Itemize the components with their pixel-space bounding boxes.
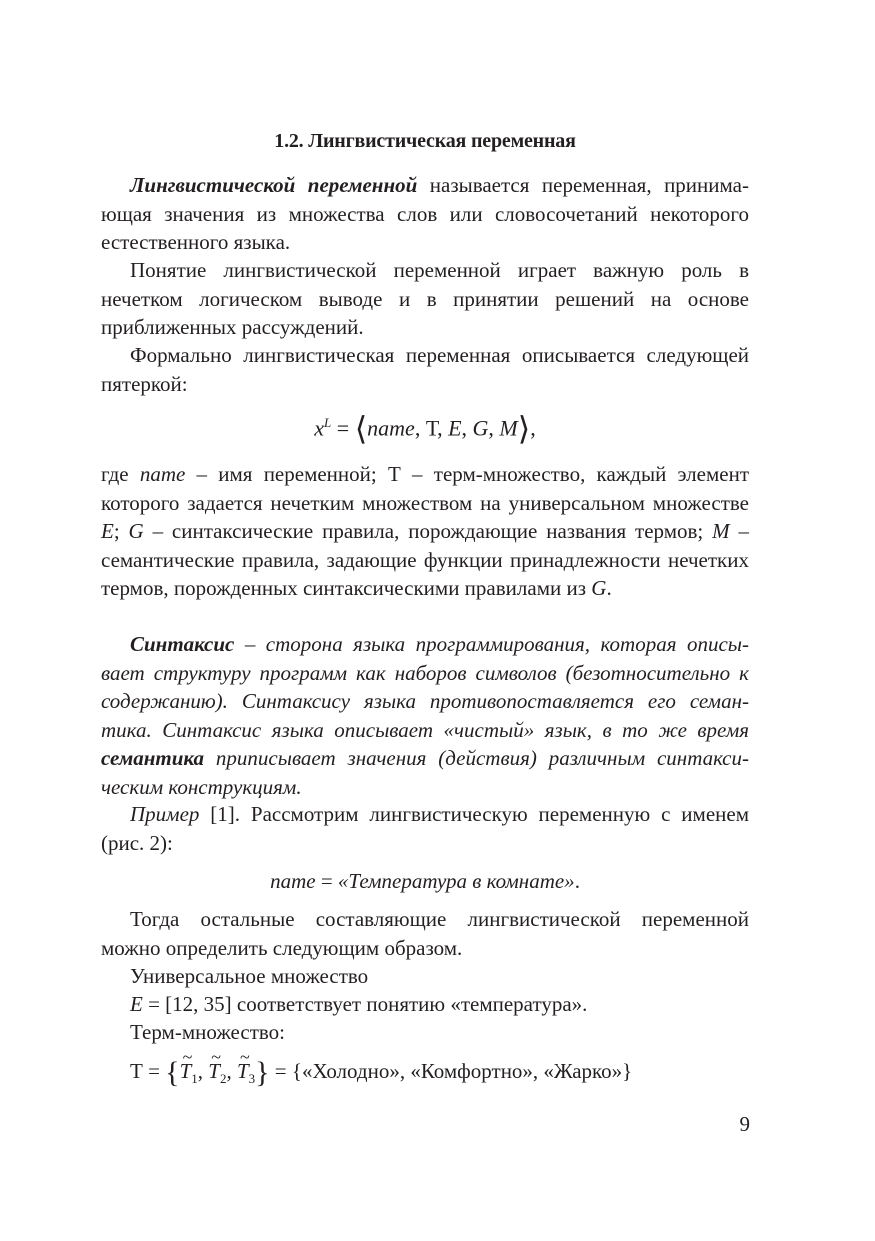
paragraph-formal bbox=[101, 341, 749, 398]
formal-text: Формально лингвистическая переменная описывается следующей пятеркой: bbox=[101, 343, 749, 396]
paragraph-universal-range: E = [12, 35] соответствует понятию «температура». bbox=[130, 992, 588, 1016]
term-syntax: Синтаксис bbox=[130, 632, 235, 656]
section-heading: 1.2. Лингвистическая переменная bbox=[274, 130, 576, 152]
formula-name: name = «Температура в комнате». bbox=[270, 869, 580, 893]
term-semantics: семантика bbox=[101, 746, 205, 770]
paragraph-definition bbox=[101, 171, 749, 257]
paragraph-term-set: Терм-множество: bbox=[130, 1020, 285, 1044]
paragraph-importance bbox=[101, 256, 749, 342]
importance-text: Понятие лингвистической переменной играет важную роль в нечетком логическом выводе и в принятии решений на основе приближенных рассуждений. bbox=[101, 258, 749, 339]
paragraph-then: Тогда остальные составляющие лингвистической переменной можно определить следующим образом. bbox=[101, 907, 749, 960]
definition-text: называется переменная, принимающая значения из множества слов или словосочетаний некоторого естественного языка. bbox=[101, 173, 749, 254]
paragraph-universal-set: Универсальное множество bbox=[130, 964, 369, 988]
paragraph-syntax: Синтаксис – сторона языка программирования, которая описывает структуру программ как наборов символов (безотносительно к содержанию). Синтаксису языка противопоставляется его семантика. Синтаксис языка описывает «чистый» язык, в то же время семантика приписывает значения (действия) различным синтаксическим конструкциям. bbox=[101, 632, 749, 799]
formula-term-set: Т = {~ $T_1$, ~ $T_2$, ~ $T_3$} = {«Холодно», «Комфортно», «Жарко»} bbox=[101, 1056, 749, 1094]
formula-quintuple: $x^L$ = ⟨name, Т, E, G, M⟩, bbox=[314, 410, 536, 447]
page-number: 9 bbox=[739, 1112, 750, 1136]
paragraph-components: где name – имя переменной; Т – терм-множество, каждый элемент которого задается нечетким множеством на универсальном множестве E; G – синтаксические правила, порождающие названия термов; M – семантические правила, задающие функции принадлежности нечетких термов, порожденных синтаксическими правилами из G. bbox=[101, 462, 750, 600]
example-label: Пример bbox=[130, 802, 200, 826]
paragraph-example: Пример [1]. Рассмотрим лингвистическую переменную с именем (рис. 2): bbox=[101, 802, 749, 855]
term-linguistic-variable: Лингвистической переменной bbox=[130, 173, 418, 197]
